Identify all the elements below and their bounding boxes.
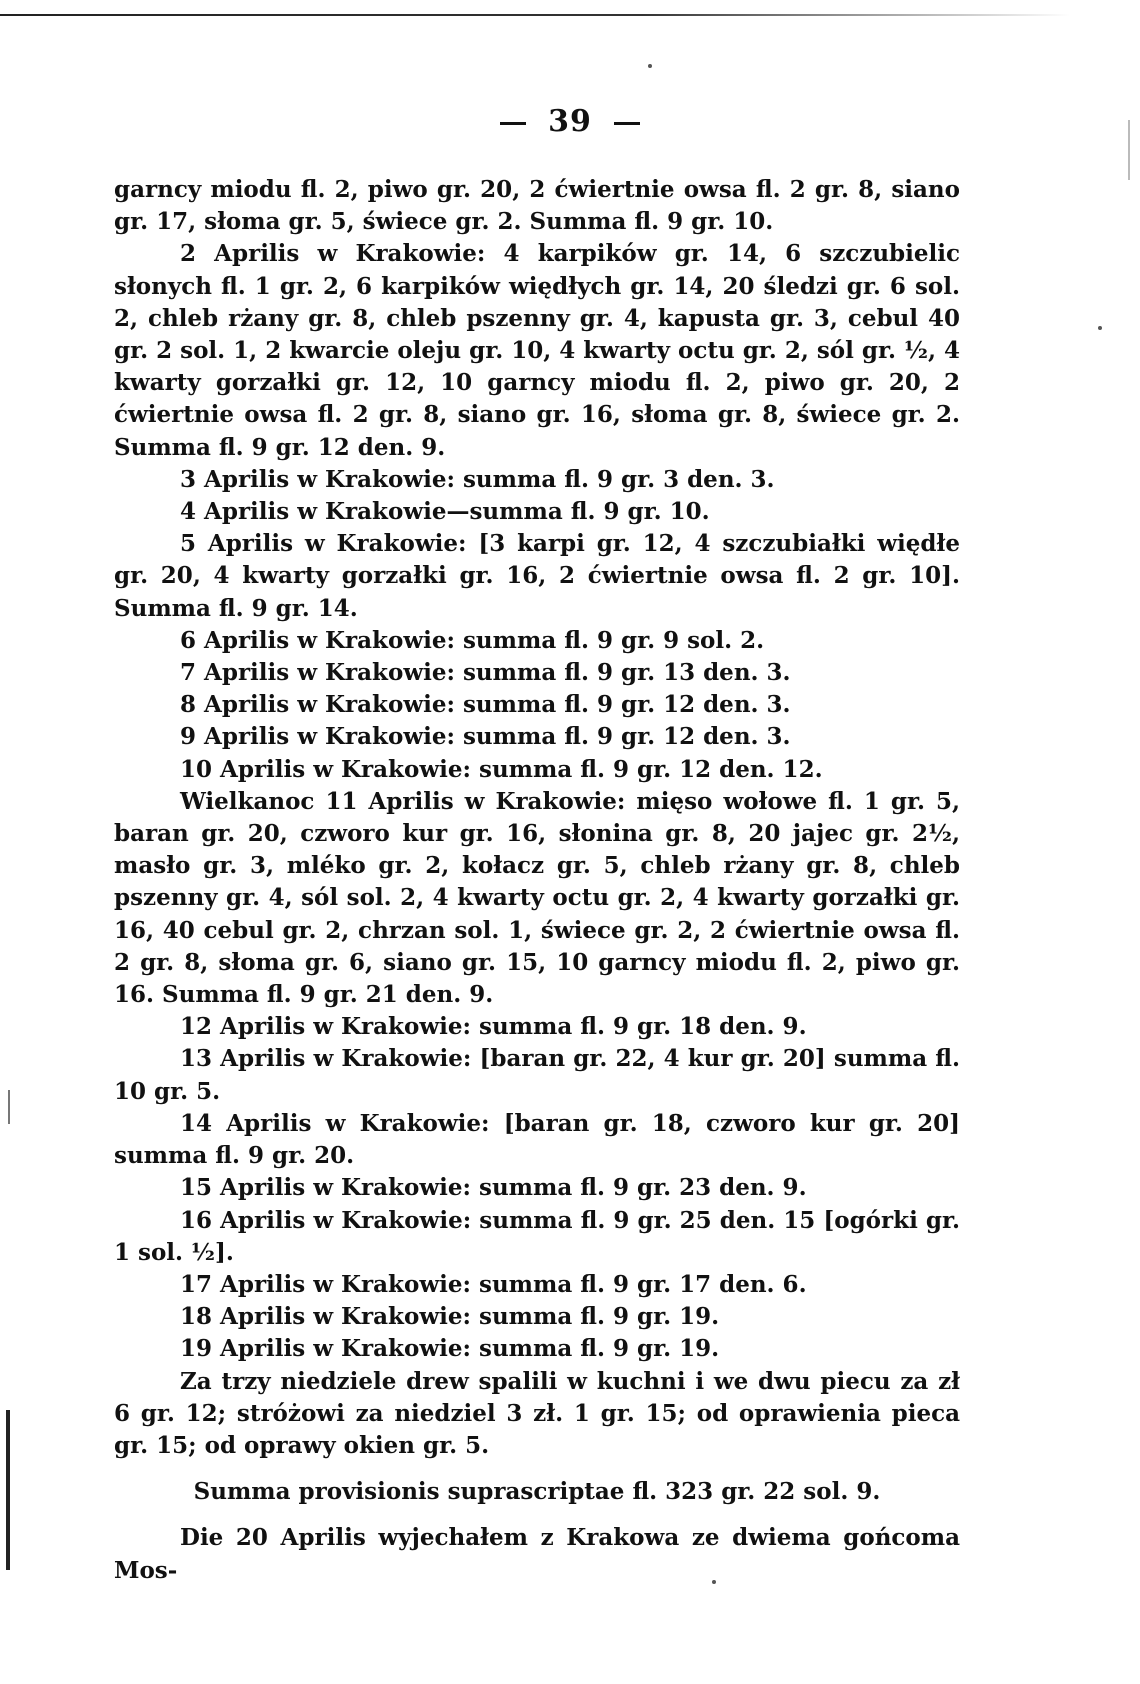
entry-7-aprilis: 7 Aprilis w Krakowie: summa fl. 9 gr. 13 den. 3.	[180, 659, 791, 687]
paragraph-continuation: garncy miodu fl. 2, piwo gr. 20, 2 ćwiertnie owsa fl. 2 gr. 8, siano gr. 17, słoma gr. 5, świece gr. 2. Summa fl. 9 gr. 10.	[114, 176, 960, 236]
entry-16-aprilis: 16 Aprilis w Krakowie: summa fl. 9 gr. 25 den. 15 [ogórki gr. 1 sol. ½].	[114, 1206, 960, 1266]
entry-3-aprilis: 3 Aprilis w Krakowie: summa fl. 9 gr. 3 den. 3.	[180, 465, 775, 493]
closing-line: Die 20 Aprilis wyjechałem z Krakowa ze dwiema gońcoma Mos-	[114, 1524, 960, 1584]
entry-4-aprilis: 4 Aprilis w Krakowie—summa fl. 9 gr. 10.	[180, 498, 710, 526]
entry-19-aprilis: 19 Aprilis w Krakowie: summa fl. 9 gr. 19.	[180, 1335, 720, 1363]
summary-line: Summa provisionis suprascriptae fl. 323 gr. 22 sol. 9.	[193, 1478, 881, 1506]
page-body	[114, 174, 960, 1587]
entry-17-aprilis: 17 Aprilis w Krakowie: summa fl. 9 gr. 17 den. 6.	[180, 1270, 807, 1298]
entry-9-aprilis: 9 Aprilis w Krakowie: summa fl. 9 gr. 12 den. 3.	[180, 723, 791, 751]
page-header	[0, 104, 1140, 139]
entry-5-aprilis: 5 Aprilis w Krakowie: [3 karpi gr. 12, 4 szczubiałki więdłe gr. 20, 4 kwarty gorzałki gr. 16, 2 ćwiertnie owsa fl. 2 gr. 10]. Summa fl. 9 gr. 14.	[114, 530, 960, 622]
header-dash-left	[500, 122, 526, 125]
scan-binding-shadow	[6, 1410, 10, 1570]
scan-speck	[1098, 326, 1102, 330]
entry-13-aprilis: 13 Aprilis w Krakowie: [baran gr. 22, 4 kur gr. 20] summa fl. 10 gr. 5.	[114, 1045, 960, 1105]
entry-12-aprilis: 12 Aprilis w Krakowie: summa fl. 9 gr. 18 den. 9.	[180, 1013, 807, 1041]
scan-speck	[648, 64, 652, 68]
entry-wielkanoc: Wielkanoc 11 Aprilis w Krakowie: mięso wołowe fl. 1 gr. 5, baran gr. 20, czworo kur gr. 16, słonina gr. 8, 20 jajec gr. 2½, masło gr. 3, mléko gr. 2, kołacz gr. 5, chleb rżany gr. 8, chleb pszenny gr. 4, sól sol. 2, 4 kwarty octu gr. 2, 4 kwarty gorzałki gr. 16, 40 cebul gr. 2, chrzan sol. 1, świece gr. 2, 2 ćwiertnie owsa fl. 2 gr. 8, słoma gr. 6, siano gr. 15, 10 garncy miodu fl. 2, piwo gr. 16. Summa fl. 9 gr. 21 den. 9.	[114, 787, 960, 1009]
entry-6-aprilis: 6 Aprilis w Krakowie: summa fl. 9 gr. 9 sol. 2.	[180, 626, 765, 654]
entry-15-aprilis: 15 Aprilis w Krakowie: summa fl. 9 gr. 23 den. 9.	[180, 1174, 807, 1202]
header-dash-right	[614, 122, 640, 125]
scan-margin-mark	[8, 1090, 10, 1124]
entry-10-aprilis: 10 Aprilis w Krakowie: summa fl. 9 gr. 12 den. 12.	[180, 755, 823, 783]
page-number: 39	[548, 104, 592, 139]
scan-edge-line	[0, 14, 1070, 16]
entry-2-aprilis: 2 Aprilis w Krakowie: 4 karpików gr. 14, 6 szczubielic słonych fl. 1 gr. 2, 6 karpików więdłych gr. 14, 20 śledzi gr. 6 sol. 2, chleb rżany gr. 8, chleb pszenny gr. 4, kapusta gr. 3, cebul 40 gr. 2 sol. 1, 2 kwarcie oleju gr. 10, 4 kwarty octu gr. 2, sól gr. ½, 4 kwarty gorzałki gr. 12, 10 garncy miodu fl. 2, piwo gr. 20, 2 ćwiertnie owsa fl. 2 gr. 8, siano gr. 16, słoma gr. 8, świece gr. 2. Summa fl. 9 gr. 12 den. 9.	[114, 240, 960, 461]
entry-18-aprilis: 18 Aprilis w Krakowie: summa fl. 9 gr. 19.	[180, 1303, 720, 1331]
entry-firewood: Za trzy niedziele drew spalili w kuchni i we dwu piecu za zł 6 gr. 12; stróżowi za niedziel 3 zł. 1 gr. 15; od oprawienia pieca gr. 15; od oprawy okien gr. 5.	[114, 1367, 960, 1459]
entry-8-aprilis: 8 Aprilis w Krakowie: summa fl. 9 gr. 12 den. 3.	[180, 691, 791, 719]
entry-14-aprilis: 14 Aprilis w Krakowie: [baran gr. 18, czworo kur gr. 20] summa fl. 9 gr. 20.	[114, 1109, 960, 1170]
